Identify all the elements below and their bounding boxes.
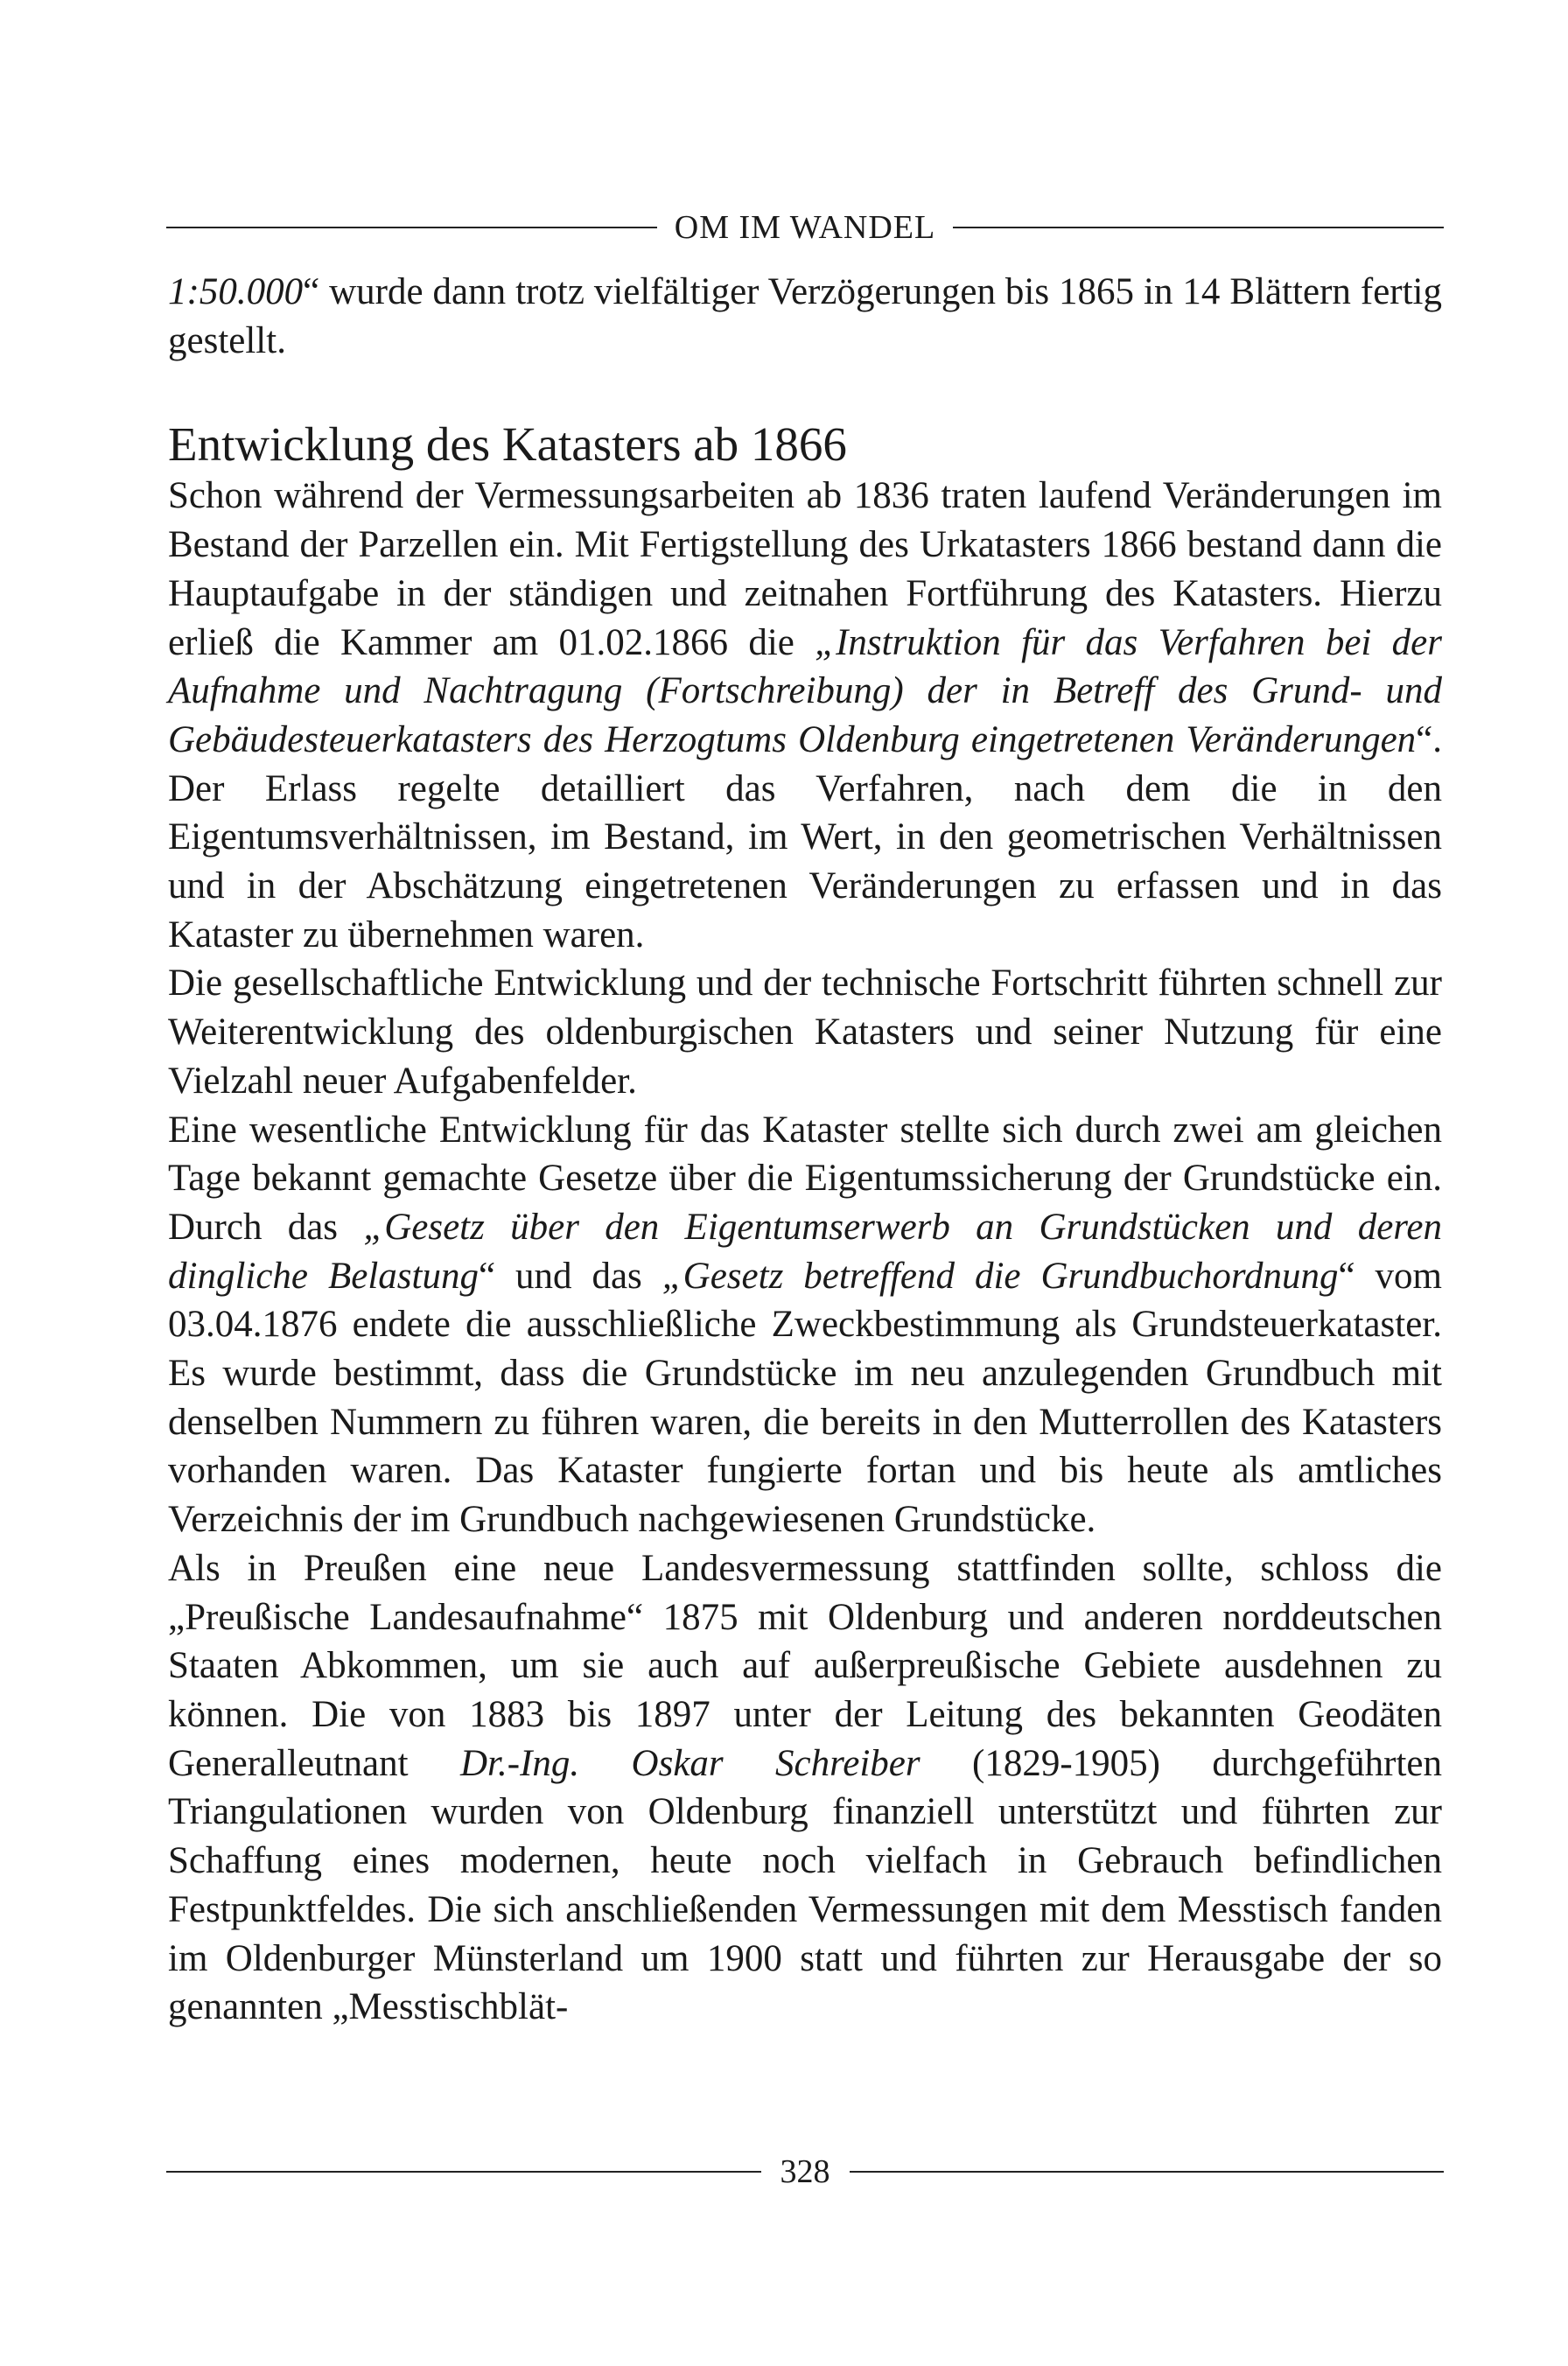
intro-paragraph [168, 268, 1442, 365]
running-header [166, 203, 1444, 252]
running-title: OM IM WANDEL [674, 209, 936, 246]
page-footer [166, 2147, 1444, 2196]
footer-rule-left [166, 2171, 761, 2173]
intro-text: “ wurde dann trotz vielfältiger Verzögerungen bis 1865 in 14 Blättern fertig gestellt. [168, 271, 1442, 361]
section-heading: Entwicklung des Katasters ab 1866 [168, 417, 847, 472]
p4-text-a: Als in Preußen eine neue Landesvermessung stattfinden sollte, schloss die „Preußische Landesaufnahme“ 1875 mit Oldenburg und anderen norddeutschen Staaten Abkommen, um sie auch auf außerpreußische Gebiete ausdehnen zu können. Die von 1883 bis 1897 unter der Leitung des bekannten Geodäten Generalleutnant [168, 1547, 1442, 1784]
paragraph-3 [168, 1106, 1442, 1544]
p4-text-b: (1829-1905) durchgeführten Triangulationen wurden von Oldenburg finanziell unterstützt und führten zur Schaffung eines modernen, heute noch vielfach in Gebrauch befindlichen Festpunktfeldes. Die sich anschließenden Vermessungen mit dem Messtisch fanden im Oldenburger Münsterland um 1900 statt und führten zur Herausgabe der so genannten „Messtischblät- [168, 1742, 1443, 2028]
p1-italic-title: „Instruktion für das Verfahren bei der Aufnahme und Nachtragung (Fortschreibung) der in Betreff des Grund- und Gebäudesteuerkatasters des Herzogtums Oldenburg eingetretenen Veränderungen [168, 621, 1442, 760]
page-number: 328 [780, 2153, 830, 2190]
p4-italic-name: Dr.-Ing. Oskar Schreiber [459, 1742, 920, 1784]
p1-text-a: Schon während der Vermessungsarbeiten ab 1836 traten laufend Veränderungen im Bestand der Parzellen ein. Mit Fertigstellung des Urkatasters 1866 bestand dann die Hauptaufgabe in der ständigen und zeitnahen Fortführung des Katasters. Hierzu erließ die Kammer am 01.02.1866 die [168, 475, 1442, 663]
p3-text-b: “ und das [478, 1255, 662, 1297]
paragraph-2: Die gesellschaftliche Entwicklung und der technische Fortschritt führten schnell zur Weiterentwicklung des oldenburgischen Katasters und seiner Nutzung für eine Vielzahl neuer Aufgabenfelder. [168, 962, 1442, 1102]
body-text [168, 268, 1442, 2032]
p3-text-a: Eine wesentliche Entwicklung für das Kataster stellte sich durch zwei am gleichen Tage bekannt gemachte Gesetze über die Eigentumssicherung der Grundstücke ein. Durch das [168, 1109, 1442, 1248]
paragraph-1 [168, 472, 1442, 959]
p3-italic-law-2: „Gesetz betreffend die Grundbuchordnung [662, 1255, 1339, 1297]
p3-italic-law-1: „Gesetz über den Eigentumserwerb an Grundstücken und deren dingliche Belastung [168, 1206, 1443, 1297]
scale-italic: 1:50.000 [168, 271, 304, 312]
p1-text-b: “. Der Erlass regelte detailliert das Verfahren, nach dem die in den Eigentumsverhältnissen, im Bestand, im Wert, in den geometrischen Verhältnissen und in der Abschätzung eingetretenen Veränderungen zu erfassen und in das Kataster zu übernehmen waren. [168, 718, 1442, 956]
p3-text-c: “ vom 03.04.1876 endete die ausschließliche Zweckbestimmung als Grundsteuerkataster. Es wurde bestimmt, dass die Grundstücke im neu anzulegenden Grundbuch mit denselben Nummern zu führen waren, die bereits in den Mutterrollen des Katasters vorhanden waren. Das Kataster fungierte fortan und bis heute als amtliches Verzeichnis der im Grundbuch nachgewiesenen Grundstücke. [168, 1255, 1442, 1541]
paragraph-4 [168, 1544, 1442, 2032]
header-rule-right [953, 227, 1444, 228]
header-rule-left [166, 227, 657, 228]
footer-rule-right [850, 2171, 1445, 2173]
section-spacer [168, 365, 1442, 417]
